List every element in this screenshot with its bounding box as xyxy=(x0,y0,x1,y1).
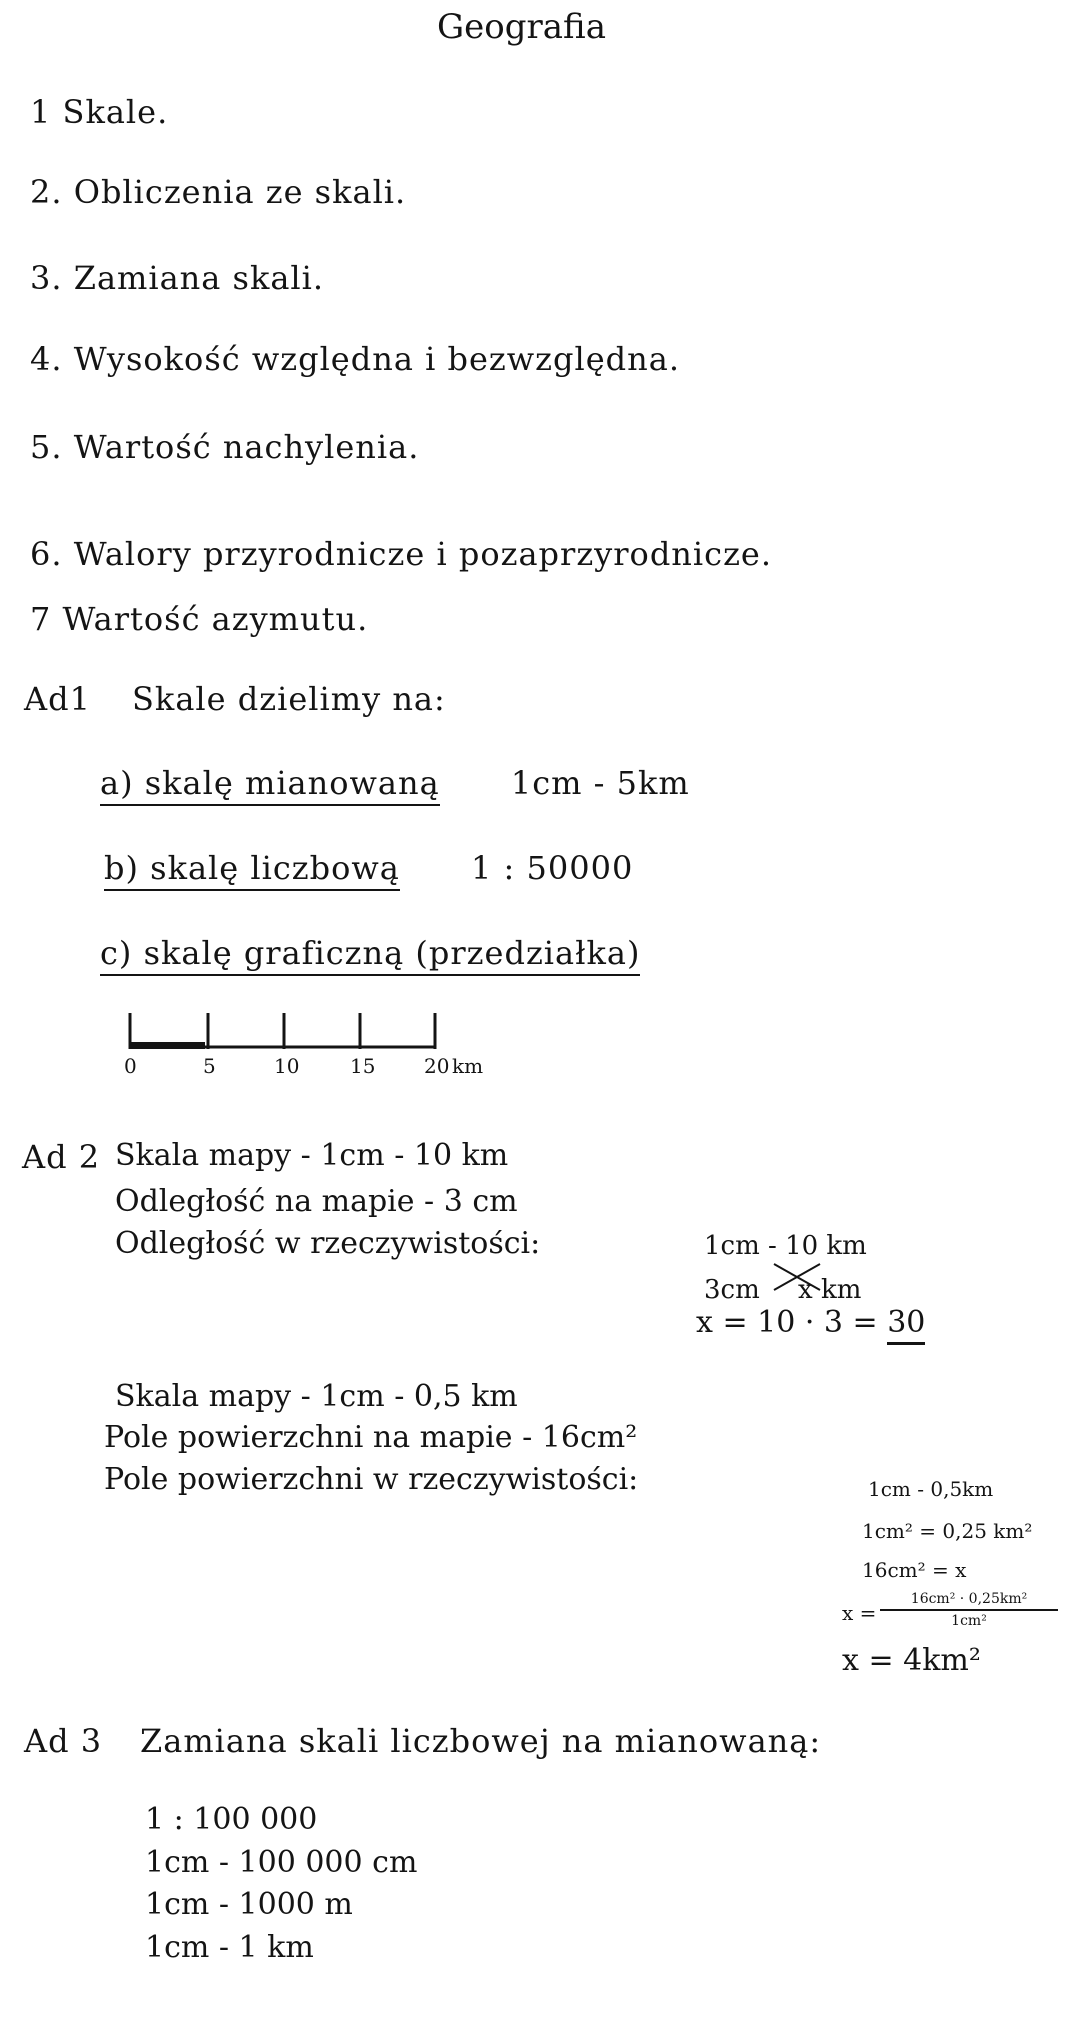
problem2-fraction-lhs: x = xyxy=(842,1601,877,1625)
toc-item: 5. Wartość nachylenia. xyxy=(30,428,420,466)
toc-item: 4. Wysokość względna i bezwzględna. xyxy=(30,340,681,378)
problem2-fraction xyxy=(880,1592,1058,1628)
toc-item: 1 Skale. xyxy=(30,93,169,131)
scale-tick-label: 0 xyxy=(124,1054,137,1078)
scale-type-named-example: 1cm - 5km xyxy=(510,764,690,802)
problem1-scale: Skala mapy - 1cm - 10 km xyxy=(115,1138,509,1173)
section-label: Ad1 xyxy=(24,680,91,718)
problem2-calc-line: 1cm - 0,5km xyxy=(868,1477,994,1501)
scale-type-graphic-label: c) skalę graficzną (przedziałka) xyxy=(100,934,640,976)
problem1-calc-left: 3cm xyxy=(704,1275,760,1305)
scale-tick-label: 20 xyxy=(424,1054,450,1078)
scale-bar-filled-segment xyxy=(130,1042,205,1049)
toc-item: 3. Zamiana skali. xyxy=(30,259,325,297)
problem2-answer: x = 4km² xyxy=(842,1643,981,1678)
problem1-real-distance: Odległość w rzeczywistości: xyxy=(115,1226,541,1261)
problem1-answer: 30 xyxy=(887,1305,925,1345)
toc-item: 6. Walory przyrodnicze i pozaprzyrodnicze. xyxy=(30,535,773,573)
problem2-real-area: Pole powierzchni w rzeczywistości: xyxy=(104,1462,639,1497)
problem2-scale: Skala mapy - 1cm - 0,5 km xyxy=(115,1379,518,1414)
problem2-calc-line: 16cm² = x xyxy=(862,1558,967,1582)
scale-tick-label: 10 xyxy=(274,1054,300,1078)
conversion-step: 1cm - 100 000 cm xyxy=(145,1845,418,1880)
scale-type-graphic xyxy=(100,934,641,972)
problem2-map-area: Pole powierzchni na mapie - 16cm² xyxy=(104,1420,638,1455)
problem2-fraction-denominator: 1cm² xyxy=(951,1613,987,1629)
scale-unit-label: km xyxy=(452,1054,484,1078)
problem1-calc-line: 1cm - 10 km xyxy=(704,1231,867,1261)
conversion-step: 1cm - 1000 m xyxy=(145,1887,353,1922)
scale-type-named xyxy=(100,764,690,802)
problem1-map-distance: Odległość na mapie - 3 cm xyxy=(115,1184,518,1219)
section-label: Ad 3 xyxy=(24,1722,103,1760)
section-heading: Zamiana skali liczbowej na mianowaną: xyxy=(140,1722,822,1760)
conversion-step: 1 : 100 000 xyxy=(145,1802,318,1837)
conversion-step: 1cm - 1 km xyxy=(145,1930,314,1965)
cross-multiply-mark xyxy=(770,1258,830,1298)
page-title: Geografia xyxy=(437,7,606,47)
problem1-calc-expression: x = 10 · 3 = xyxy=(696,1305,888,1340)
scale-type-named-label: a) skalę mianowaną xyxy=(100,764,440,806)
scale-type-numeric xyxy=(104,849,634,887)
problem1-calc-result xyxy=(696,1305,926,1340)
problem1-calc-right: x km xyxy=(798,1275,862,1305)
toc-item: 7 Wartość azymutu. xyxy=(30,600,369,638)
scale-type-numeric-example: 1 : 50000 xyxy=(471,849,634,887)
scale-type-numeric-label: b) skalę liczbową xyxy=(104,849,400,891)
toc-item: 2. Obliczenia ze skali. xyxy=(30,173,407,211)
section-label: Ad 2 xyxy=(22,1138,101,1176)
scale-tick-label: 15 xyxy=(350,1054,376,1078)
problem2-fraction-numerator: 16cm² · 0,25km² xyxy=(880,1592,1058,1611)
section-heading: Skale dzielimy na: xyxy=(132,680,446,718)
problem2-calc-line: 1cm² = 0,25 km² xyxy=(862,1519,1033,1543)
scale-tick-label: 5 xyxy=(203,1054,216,1078)
